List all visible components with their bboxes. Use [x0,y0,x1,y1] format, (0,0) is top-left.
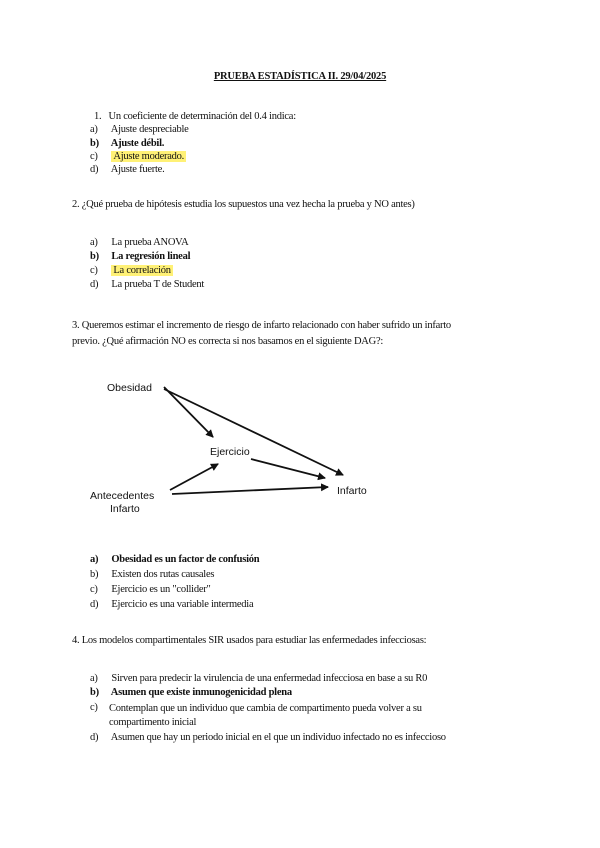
q4-option-d [90,732,446,743]
q1-option-b-text: Ajuste débil. [110,138,165,149]
q3-option-d-label: d) [90,599,99,610]
q3-option-d [90,599,253,610]
q1-option-a-label: a) [90,124,98,135]
q1-option-c-text: Ajuste moderado. [113,151,185,162]
q3-option-a [90,554,259,565]
dag-node-antecedentes-infarto: Infarto [110,503,140,515]
q4-option-d-text: Asumen que hay un periodo inicial en el que un individuo infectado no es infeccioso [110,732,446,743]
q1-option-a-text: Ajuste despreciable [110,124,189,135]
question-1-number: 1. [94,111,102,122]
q3-option-c-label: c) [90,584,98,595]
q3-option-d-text: Ejercicio es una variable intermedia [111,599,254,610]
q4-option-b-label: b) [90,687,99,698]
q2-option-d-label: d) [90,279,99,290]
q2-option-d-text: La prueba T de Student [111,279,205,290]
dag-arrow-obesidad-ejercicio [164,387,213,437]
q4-option-d-label: d) [90,732,99,743]
q4-option-a [90,673,427,684]
q4-option-a-text: Sirven para predecir la virulencia de una enfermedad infecciosa en base a su R0 [111,673,428,684]
q4-option-c [90,702,465,730]
question-4: 4. Los modelos compartimentales SIR usados para estudiar las enfermedades infecciosas: [72,635,427,646]
q1-option-d-text: Ajuste fuerte. [110,164,165,175]
question-3-line-1: 3. Queremos estimar el incremento de riesgo de infarto relacionado con haber sufrido un infarto [72,320,451,331]
q1-option-c-label: c) [90,151,98,162]
q2-option-c-text: La correlación [113,265,171,276]
page-title: PRUEBA ESTADÍSTICA II. 29/04/2025 [213,71,387,82]
q4-option-b-text: Asumen que existe inmunogenicidad plena [110,687,292,698]
dag-arrow-obesidad-infarto [164,389,343,475]
q2-option-a-text: La prueba ANOVA [111,237,189,248]
q3-option-c-text: Ejercicio es un "collider" [111,584,211,595]
q3-option-a-label: a) [90,554,99,565]
question-2: 2. ¿Qué prueba de hipótesis estudia los supuestos una vez hecha la prueba y NO antes) [72,199,415,210]
q3-option-c [90,584,211,595]
q2-option-c-label: c) [90,265,98,276]
q3-option-b [90,569,214,580]
q1-option-d-label: d) [90,164,99,175]
q3-option-a-text: Obesidad es un factor de confusión [111,554,260,565]
q4-option-a-label: a) [90,673,98,684]
q1-option-b-label: b) [90,138,99,149]
dag-node-obesidad: Obesidad [107,382,152,394]
q3-option-b-label: b) [90,569,99,580]
dag-node-infarto: Infarto [337,485,367,497]
question-3-line-2: previo. ¿Qué afirmación NO es correcta si nos basamos en el siguiente DAG?: [72,336,384,347]
dag-arrow-antecedentes-ejercicio [170,464,218,490]
q2-option-a-label: a) [90,237,98,248]
q3-option-b-text: Existen dos rutas causales [111,569,215,580]
q4-option-c-text: Contemplan que un individuo que cambia de compartimento pueda volver a su compartimento inicial [109,703,422,728]
q2-option-b-text: La regresión lineal [111,251,191,262]
question-1-text: Un coeficiente de determinación del 0.4 indica: [108,111,296,122]
dag-node-antecedentes: Antecedentes [90,490,155,502]
dag-node-ejercicio: Ejercicio [210,446,250,458]
dag-arrow-antecedentes-infarto [172,487,328,494]
q4-option-c-label: c) [90,702,98,713]
q2-option-b-label: b) [90,251,99,262]
q4-option-b [90,687,292,698]
